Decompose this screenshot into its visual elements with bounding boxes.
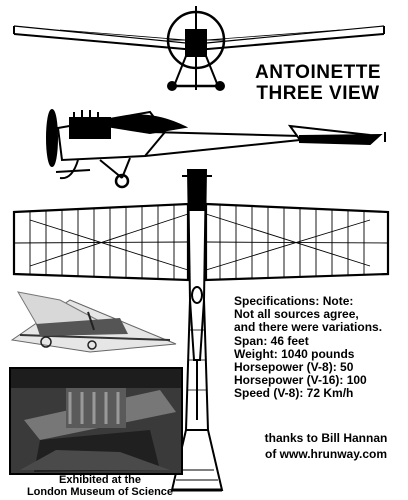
caption-line-1: Exhibited at the — [59, 474, 141, 486]
diagram-title — [238, 62, 398, 104]
spec-note-line-2: Not all sources agree, — [234, 307, 359, 322]
spec-horsepower-v8: Horsepower (V-8): 50 — [234, 360, 354, 375]
title-line-1: ANTOINETTE — [254, 62, 382, 83]
spec-speed: Speed (V-8): 72 Km/h — [234, 386, 354, 401]
title-line-2: THREE VIEW — [256, 83, 380, 104]
spec-weight: Weight: 1040 pounds — [234, 346, 355, 361]
spec-horsepower-v16: Horsepower (V-16): 100 — [234, 373, 367, 388]
side-view — [47, 110, 385, 187]
museum-exhibit-photo — [10, 368, 182, 474]
spec-span: Span: 46 feet — [234, 333, 309, 348]
credit-line-2: of www.hrunway.com — [264, 447, 387, 461]
credit-line-1: thanks to Bill Hannan — [264, 431, 388, 445]
spec-note-line-3: and there were variations. — [234, 320, 383, 335]
spec-note-label: Note: — [322, 294, 354, 308]
aircraft-photo-replica — [8, 286, 183, 358]
spec-heading: Specifications: — [234, 294, 320, 308]
specifications-block — [234, 295, 406, 401]
credit-block — [246, 430, 406, 462]
caption-line-2: London Museum of Science — [26, 486, 174, 498]
photo-caption — [10, 474, 190, 498]
